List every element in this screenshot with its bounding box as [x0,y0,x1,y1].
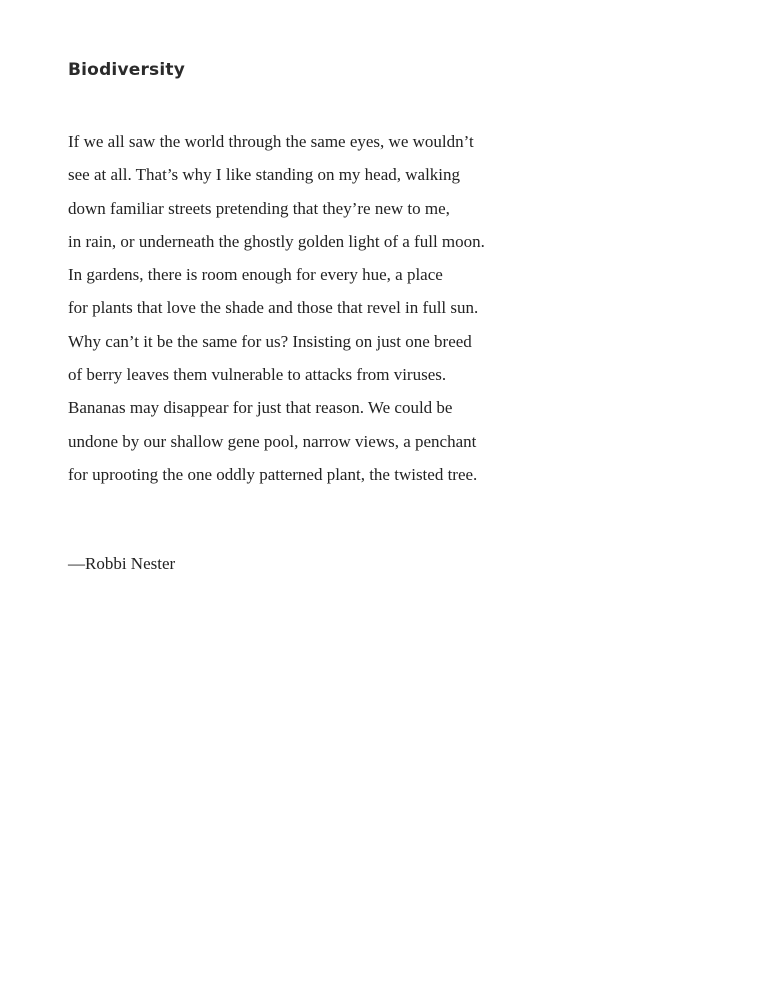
poem-line: undone by our shallow gene pool, narrow views, a penchant [68,431,477,451]
poem-line: for uprooting the one oddly patterned plant, the twisted tree. [68,464,478,484]
poem-line: If we all saw the world through the same eyes, we wouldn’t [68,132,474,151]
poem-line: of berry leaves them vulnerable to attacks from viruses. [68,365,447,385]
poem-line: in rain, or underneath the ghostly golden light of a full moon. [68,231,485,251]
poem-line: for plants that love the shade and those that revel in full sun. [68,298,479,318]
poem-title: Biodiversity [68,60,186,80]
poem-line: see at all. That’s why I like standing on my head, walking [68,165,461,185]
poem-line: Bananas may disappear for just that reason. We could be [68,398,453,418]
poem-attribution: —Robbi Nester [68,554,176,573]
poem-body [68,125,485,491]
poem-line: Why can’t it be the same for us? Insisting on just one breed [68,331,472,351]
poem-line: In gardens, there is room enough for every hue, a place [68,265,443,285]
poem-line: down familiar streets pretending that they’re new to me, [68,198,450,218]
